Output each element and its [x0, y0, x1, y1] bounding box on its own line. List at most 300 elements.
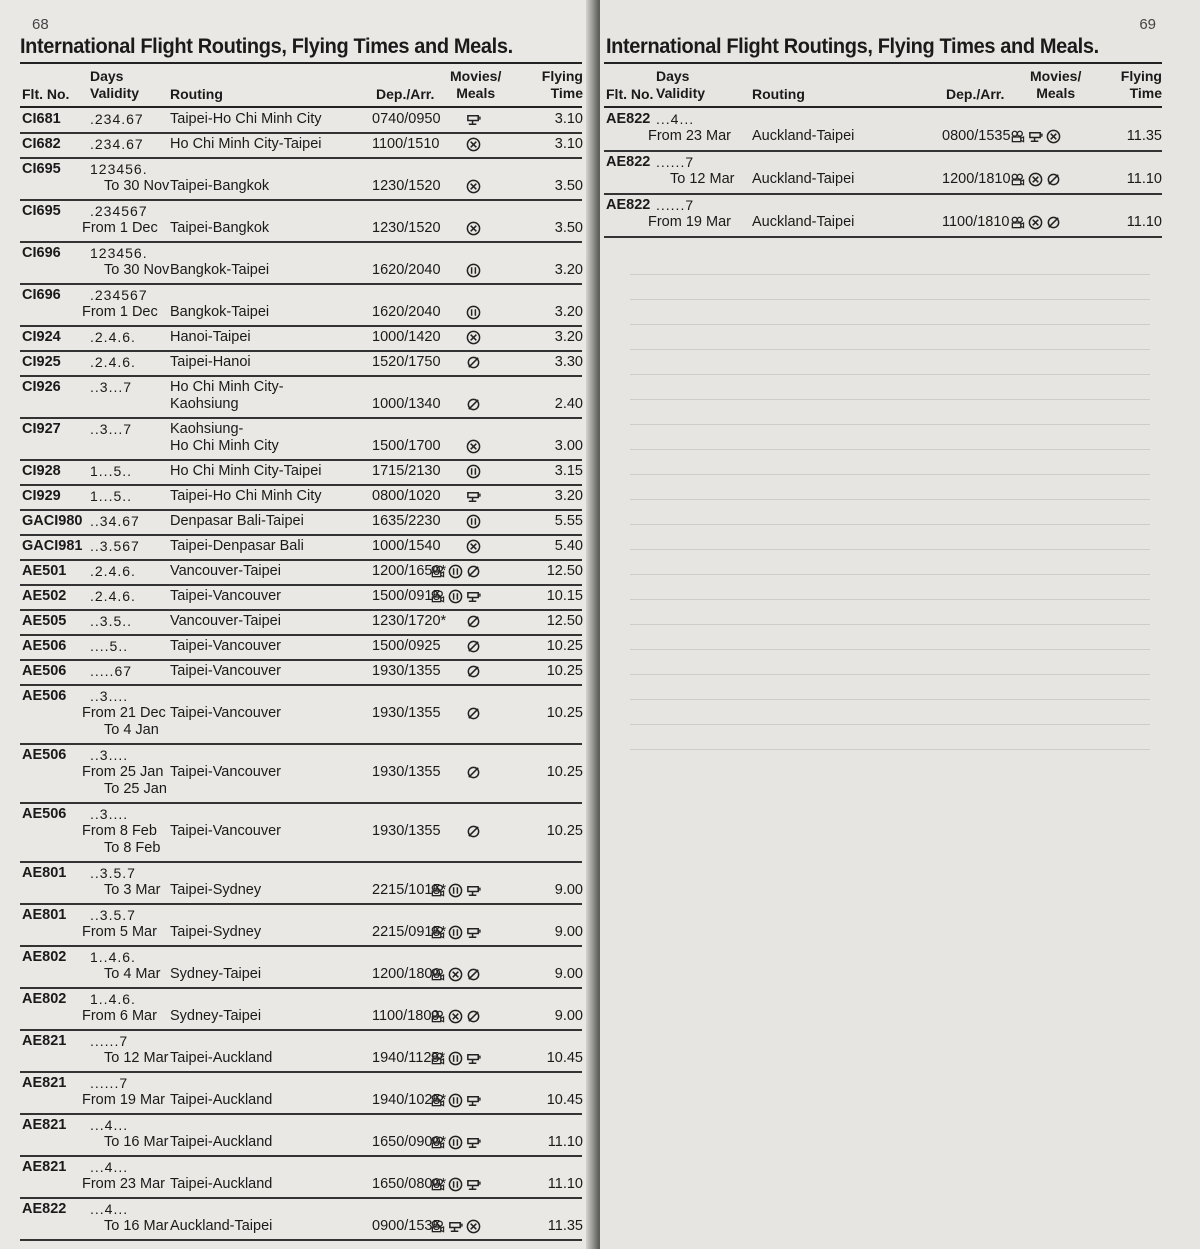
movie-icon	[430, 967, 445, 982]
header-flying-time: Flying Time	[1120, 68, 1162, 101]
validity-date: From 1 Dec	[82, 304, 158, 320]
meal-symbols	[466, 355, 481, 370]
validity-date: From 6 Mar	[82, 1008, 157, 1024]
days-of-operation: 1..4.6.	[90, 991, 136, 1007]
row-divider	[604, 236, 1162, 238]
movie-icon	[430, 1051, 445, 1066]
table-row	[20, 585, 582, 609]
routing: Sydney-Taipei	[170, 966, 262, 982]
meal-symbols	[466, 664, 481, 679]
flying-time: 10.25	[546, 705, 583, 721]
no-meal-icon	[466, 1009, 481, 1024]
flying-time: 3.15	[554, 463, 583, 479]
meal-icon	[466, 1219, 481, 1234]
header-days-validity: Days Validity	[90, 68, 140, 101]
snack-icon	[466, 1177, 481, 1192]
dep-arr-time: 2215/0915*	[372, 924, 447, 940]
light-meal-icon	[466, 263, 481, 278]
meal-icon	[1028, 172, 1043, 187]
right-page	[600, 0, 1200, 1249]
flying-time: 9.00	[554, 966, 583, 982]
flight-number: GACI980	[22, 513, 83, 529]
routing: Taipei-Hanoi	[170, 354, 251, 370]
flight-number: AE505	[22, 613, 67, 629]
validity-date: From 23 Mar	[82, 1176, 165, 1192]
flying-time: 3.50	[554, 220, 583, 236]
flying-time: 3.10	[554, 111, 583, 127]
meal-symbols	[466, 514, 481, 529]
flight-number: CI925	[22, 354, 61, 370]
routing: Bangkok-Taipei	[170, 262, 270, 278]
light-meal-icon	[448, 883, 463, 898]
dep-arr-time: 0800/1020	[372, 488, 441, 504]
meal-symbols	[430, 589, 481, 604]
flying-time: 10.25	[546, 663, 583, 679]
flight-number: CI927	[22, 421, 61, 437]
snack-icon	[466, 1051, 481, 1066]
validity-date: To 3 Mar	[104, 882, 161, 898]
table-row	[20, 510, 582, 534]
days-of-operation: ...4...	[90, 1117, 129, 1133]
flying-time: 11.35	[1126, 128, 1162, 144]
routing: Denpasar Bali-Taipei	[170, 513, 304, 529]
flying-time: 10.25	[546, 823, 583, 839]
days-of-operation: ..3....	[90, 806, 129, 822]
flight-number: AE821	[22, 1117, 67, 1133]
snack-icon	[466, 883, 481, 898]
routing: Ho Chi Minh City	[170, 438, 279, 454]
dep-arr-time: 1200/1800	[372, 966, 441, 982]
validity-date: To 12 Mar	[670, 171, 735, 187]
flight-number: AE822	[606, 197, 651, 213]
flight-number: AE802	[22, 949, 67, 965]
dep-arr-time: 1500/0915	[372, 588, 441, 604]
routing: Hanoi-Taipei	[170, 329, 251, 345]
header-movies-meals: Movies/ Meals	[450, 68, 502, 101]
days-of-operation: 1..4.6.	[90, 949, 136, 965]
days-of-operation: ..3.567	[90, 538, 140, 554]
flight-number: AE821	[22, 1159, 67, 1175]
validity-date: From 19 Mar	[648, 214, 731, 230]
routing: Taipei-Auckland	[170, 1050, 273, 1066]
table-row	[20, 158, 582, 199]
table-row	[20, 744, 582, 802]
snack-icon	[466, 112, 481, 127]
table-row	[20, 351, 582, 375]
snack-icon	[466, 1093, 481, 1108]
routing: Taipei-Ho Chi Minh City	[170, 111, 322, 127]
meal-symbols	[466, 137, 481, 152]
meal-icon	[448, 1009, 463, 1024]
days-of-operation: 1...5..	[90, 488, 133, 504]
meal-symbols	[466, 639, 481, 654]
validity-date: To 16 Mar	[104, 1218, 169, 1234]
routing: Taipei-Sydney	[170, 924, 262, 940]
page-title: International Flight Routings, Flying Times and Meals.	[606, 34, 1099, 58]
table-row	[20, 376, 582, 417]
table-header	[604, 66, 1162, 106]
days-of-operation: 123456.	[90, 161, 148, 177]
title-rule	[20, 62, 582, 64]
dep-arr-time: 1930/1355	[372, 764, 441, 780]
header-dep-arr: Dep./Arr.	[946, 86, 1005, 102]
no-meal-icon	[466, 397, 481, 412]
validity-date: From 8 Feb	[82, 823, 157, 839]
validity-date: To 4 Mar	[104, 966, 161, 982]
validity-date: From 5 Mar	[82, 924, 157, 940]
flight-number: AE802	[22, 991, 67, 1007]
meal-symbols	[466, 305, 481, 320]
flight-number: AE506	[22, 663, 67, 679]
days-of-operation: ...4...	[90, 1201, 129, 1217]
no-meal-icon	[466, 664, 481, 679]
dep-arr-time: 1200/1650*	[372, 563, 447, 579]
flight-number: CI928	[22, 463, 61, 479]
meal-symbols	[466, 330, 481, 345]
days-of-operation: 123456.	[90, 245, 148, 261]
dep-arr-time: 1620/2040	[372, 262, 441, 278]
flying-time: 10.25	[546, 764, 583, 780]
movie-icon	[430, 564, 445, 579]
routing: Taipei-Sydney	[170, 882, 262, 898]
dep-arr-time: 1940/1025*	[372, 1092, 447, 1108]
flying-time: 3.00	[554, 438, 583, 454]
dep-arr-time: 0900/1535	[372, 1218, 441, 1234]
dep-arr-time: 0740/0950	[372, 111, 441, 127]
no-meal-icon	[466, 355, 481, 370]
snack-icon	[466, 925, 481, 940]
table-row	[20, 133, 582, 157]
table-row	[20, 988, 582, 1029]
dep-arr-time: 1635/2230	[372, 513, 441, 529]
snack-icon	[466, 589, 481, 604]
validity-date: To 12 Mar	[104, 1050, 169, 1066]
light-meal-icon	[448, 1093, 463, 1108]
movie-icon	[430, 1093, 445, 1108]
days-of-operation: .2.4.6.	[90, 354, 136, 370]
table-row	[20, 460, 582, 484]
days-of-operation: ......7	[656, 197, 695, 213]
validity-date: From 25 Jan	[82, 764, 164, 780]
flying-time: 9.00	[554, 924, 583, 940]
flight-number: AE801	[22, 865, 67, 881]
table-row	[20, 946, 582, 987]
routing: Taipei-Bangkok	[170, 178, 270, 194]
flying-time: 10.45	[546, 1092, 583, 1108]
flight-number: AE501	[22, 563, 67, 579]
meal-symbols	[466, 489, 481, 504]
routing: Taipei-Denpasar Bali	[170, 538, 304, 554]
table-row	[20, 904, 582, 945]
meal-symbols	[466, 824, 481, 839]
movie-icon	[430, 1135, 445, 1150]
days-of-operation: 1...5..	[90, 463, 133, 479]
flight-number: CI682	[22, 136, 61, 152]
flight-number: GACI981	[22, 538, 83, 554]
dep-arr-time: 0800/1535	[942, 128, 1011, 144]
header-dep-arr: Dep./Arr.	[376, 86, 435, 102]
days-of-operation: ..3...7	[90, 379, 133, 395]
left-page	[0, 0, 594, 1249]
meal-symbols	[466, 397, 481, 412]
table-row	[20, 1198, 582, 1239]
row-divider	[20, 1239, 582, 1241]
movie-icon	[430, 1219, 445, 1234]
page-number: 68	[32, 16, 49, 33]
table-row	[20, 326, 582, 350]
light-meal-icon	[448, 1051, 463, 1066]
routing: Taipei-Vancouver	[170, 705, 281, 721]
routing: Taipei-Auckland	[170, 1092, 273, 1108]
dep-arr-time: 1000/1420	[372, 329, 441, 345]
meal-icon	[1028, 215, 1043, 230]
flight-number: AE506	[22, 747, 67, 763]
flying-time: 11.10	[1126, 214, 1162, 230]
meal-symbols	[430, 1135, 481, 1150]
meal-symbols	[466, 464, 481, 479]
table-row	[20, 685, 582, 743]
dep-arr-time: 1200/1810	[942, 171, 1011, 187]
flying-time: 3.30	[554, 354, 583, 370]
meal-symbols	[466, 539, 481, 554]
routing: Kaohsiung	[170, 396, 239, 412]
table-row	[20, 560, 582, 584]
header-movies-meals: Movies/ Meals	[1030, 68, 1082, 101]
flight-number: AE801	[22, 907, 67, 923]
flight-number: AE822	[606, 154, 651, 170]
table-row	[20, 242, 582, 283]
dep-arr-time: 1650/0900*	[372, 1134, 447, 1150]
movie-icon	[1010, 215, 1025, 230]
movie-icon	[1010, 129, 1025, 144]
dep-arr-time: 1500/0925	[372, 638, 441, 654]
flight-number: CI695	[22, 161, 61, 177]
routing: Taipei-Ho Chi Minh City	[170, 488, 322, 504]
movie-icon	[430, 1177, 445, 1192]
days-of-operation: ......7	[656, 154, 695, 170]
light-meal-icon	[448, 589, 463, 604]
days-of-operation: ..34.67	[90, 513, 140, 529]
table-row	[20, 200, 582, 241]
validity-date: From 19 Mar	[82, 1092, 165, 1108]
table-row	[20, 660, 582, 684]
flight-number: AE506	[22, 806, 67, 822]
dep-arr-time: 2215/1015*	[372, 882, 447, 898]
routing: Bangkok-Taipei	[170, 304, 270, 320]
dep-arr-time: 1940/1125*	[372, 1050, 446, 1066]
table-row	[20, 418, 582, 459]
meal-symbols	[466, 765, 481, 780]
dep-arr-time: 1930/1355	[372, 705, 441, 721]
validity-date: To 8 Feb	[104, 840, 161, 856]
days-of-operation: ..3.5.7	[90, 865, 136, 881]
meal-icon	[466, 221, 481, 236]
routing: Kaohsiung-	[170, 421, 244, 437]
routing: Taipei-Vancouver	[170, 638, 281, 654]
table-row	[604, 108, 1162, 150]
flying-time: 11.10	[547, 1134, 583, 1150]
validity-date: To 30 Nov	[104, 262, 170, 278]
table-row	[20, 1156, 582, 1197]
header-flt-no: Flt. No.	[22, 86, 70, 102]
meal-symbols	[466, 179, 481, 194]
days-of-operation: .2.4.6.	[90, 563, 136, 579]
flying-time: 11.10	[1126, 171, 1162, 187]
meal-symbols	[430, 564, 481, 579]
snack-icon	[466, 489, 481, 504]
dep-arr-time: 1520/1750	[372, 354, 441, 370]
meal-symbols	[430, 925, 481, 940]
table-row	[20, 862, 582, 903]
header-days-validity: Days Validity	[656, 68, 706, 101]
meal-symbols	[1010, 129, 1061, 144]
flight-number: AE822	[606, 111, 651, 127]
movie-icon	[430, 1009, 445, 1024]
routing: Taipei-Vancouver	[170, 764, 281, 780]
flying-time: 5.55	[554, 513, 583, 529]
flight-number: AE506	[22, 688, 67, 704]
flight-number: AE502	[22, 588, 67, 604]
flying-time: 12.50	[546, 563, 583, 579]
flying-time: 10.25	[546, 638, 583, 654]
routing: Auckland-Taipei	[752, 171, 855, 187]
table-row	[20, 535, 582, 559]
flight-table	[604, 66, 1162, 1246]
validity-date: From 21 Dec	[82, 705, 166, 721]
meal-symbols	[1010, 215, 1061, 230]
table-row	[20, 108, 582, 132]
days-of-operation: .....67	[90, 663, 133, 679]
flight-number: AE506	[22, 638, 67, 654]
dep-arr-time: 1000/1340	[372, 396, 441, 412]
validity-date: To 4 Jan	[104, 722, 159, 738]
meal-icon	[1046, 129, 1061, 144]
flying-time: 3.20	[554, 262, 583, 278]
routing: Sydney-Taipei	[170, 1008, 262, 1024]
snack-icon	[466, 1135, 481, 1150]
days-of-operation: .2.4.6.	[90, 329, 136, 345]
routing: Taipei-Vancouver	[170, 663, 281, 679]
routing: Auckland-Taipei	[752, 214, 855, 230]
light-meal-icon	[448, 925, 463, 940]
table-row	[20, 803, 582, 861]
days-of-operation: .2.4.6.	[90, 588, 136, 604]
movie-icon	[430, 883, 445, 898]
flying-time: 10.15	[546, 588, 583, 604]
days-of-operation: ...4...	[656, 111, 695, 127]
meal-symbols	[466, 439, 481, 454]
dep-arr-time: 1230/1720*	[372, 613, 447, 629]
flying-time: 5.40	[554, 538, 583, 554]
meal-symbols	[466, 221, 481, 236]
table-row	[20, 485, 582, 509]
page-title: International Flight Routings, Flying Times and Meals.	[20, 34, 513, 58]
routing: Ho Chi Minh City-	[170, 379, 284, 395]
dep-arr-time: 1000/1540	[372, 538, 441, 554]
routing: Ho Chi Minh City-Taipei	[170, 463, 322, 479]
dep-arr-time: 1230/1520	[372, 178, 441, 194]
validity-date: To 30 Nov	[104, 178, 170, 194]
routing: Auckland-Taipei	[170, 1218, 273, 1234]
meal-symbols	[430, 883, 481, 898]
dep-arr-time: 1100/1510	[372, 136, 440, 152]
flight-number: CI696	[22, 287, 61, 303]
flying-time: 3.10	[554, 136, 583, 152]
meal-symbols	[430, 1219, 481, 1234]
movie-icon	[1010, 172, 1025, 187]
days-of-operation: ..3...7	[90, 421, 133, 437]
flight-table	[20, 66, 582, 1246]
dep-arr-time: 1100/1810	[942, 214, 1010, 230]
flying-time: 9.00	[554, 1008, 583, 1024]
validity-date: To 16 Mar	[104, 1134, 169, 1150]
days-of-operation: ..3.5..	[90, 613, 133, 629]
meal-icon	[466, 439, 481, 454]
meal-symbols	[430, 1051, 481, 1066]
days-of-operation: ......7	[90, 1033, 129, 1049]
table-row	[20, 635, 582, 659]
dep-arr-time: 1930/1355	[372, 663, 441, 679]
meal-symbols	[466, 112, 481, 127]
flight-number: CI695	[22, 203, 61, 219]
header-flying-time: Flying Time	[541, 68, 583, 101]
meal-symbols	[466, 614, 481, 629]
flight-number: CI924	[22, 329, 61, 345]
table-row	[604, 151, 1162, 193]
routing: Taipei-Bangkok	[170, 220, 270, 236]
light-meal-icon	[448, 564, 463, 579]
meal-symbols	[430, 1009, 481, 1024]
dep-arr-time: 1500/1700	[372, 438, 441, 454]
days-of-operation: .234.67	[90, 111, 144, 127]
flying-time: 10.45	[546, 1050, 583, 1066]
dep-arr-time: 1715/2130	[372, 463, 441, 479]
meal-icon	[466, 179, 481, 194]
dep-arr-time: 1230/1520	[372, 220, 441, 236]
flying-time: 3.20	[554, 488, 583, 504]
flying-time: 9.00	[554, 882, 583, 898]
meal-symbols	[430, 967, 481, 982]
routing: Ho Chi Minh City-Taipei	[170, 136, 322, 152]
days-of-operation: ......7	[90, 1075, 129, 1091]
no-meal-icon	[466, 824, 481, 839]
days-of-operation: ..3.5.7	[90, 907, 136, 923]
flight-number: AE821	[22, 1033, 67, 1049]
no-meal-icon	[466, 614, 481, 629]
meal-symbols	[466, 706, 481, 721]
routing: Vancouver-Taipei	[170, 563, 281, 579]
dep-arr-time: 1930/1355	[372, 823, 441, 839]
title-rule	[604, 62, 1162, 64]
header-routing: Routing	[170, 86, 223, 102]
movie-icon	[430, 589, 445, 604]
no-meal-icon	[466, 706, 481, 721]
flight-number: CI929	[22, 488, 61, 504]
header-flt-no: Flt. No.	[606, 86, 654, 102]
table-header	[20, 66, 582, 106]
movie-icon	[430, 925, 445, 940]
meal-icon	[448, 967, 463, 982]
snack-icon	[448, 1219, 463, 1234]
flying-time: 11.10	[547, 1176, 583, 1192]
table-row	[604, 194, 1162, 236]
flying-time: 12.50	[546, 613, 583, 629]
meal-icon	[466, 137, 481, 152]
flight-number: CI696	[22, 245, 61, 261]
days-of-operation: .234.67	[90, 136, 144, 152]
light-meal-icon	[466, 305, 481, 320]
meal-icon	[466, 539, 481, 554]
